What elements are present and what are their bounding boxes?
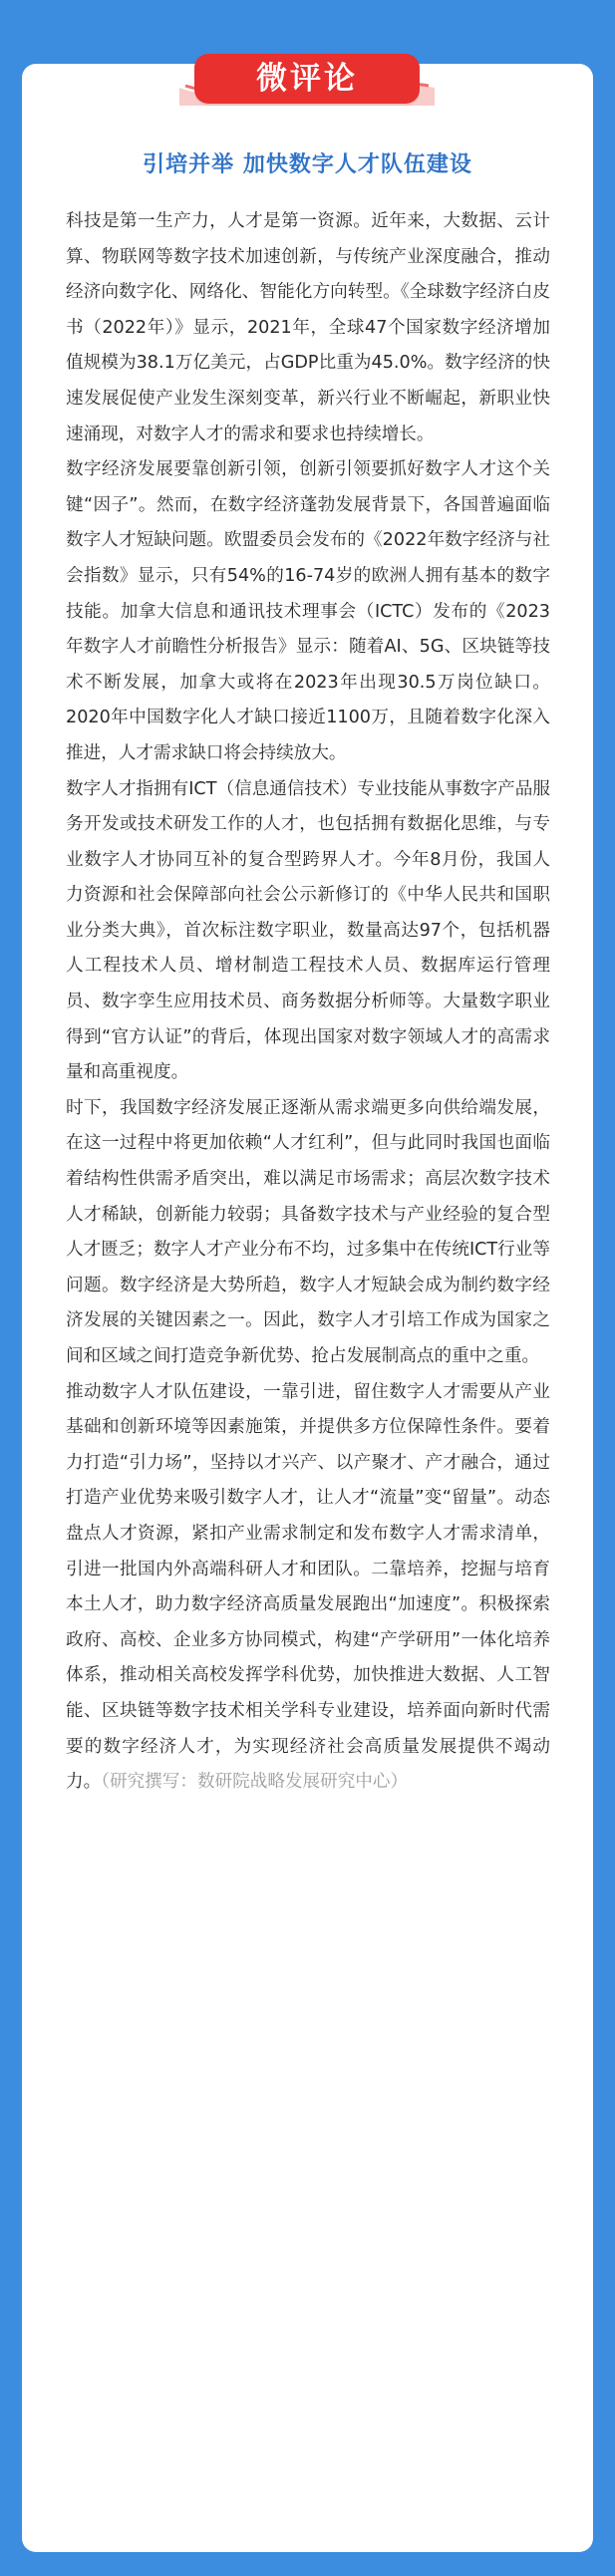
column-badge-label: 微评论: [256, 61, 358, 97]
article-paragraph-last: [66, 1375, 550, 1801]
article-body: [66, 204, 550, 1801]
article-title: 引培并举 加快数字人才队伍建设: [143, 152, 472, 177]
author-credit: （研究撰写：数研院战略发展研究中心）: [101, 1772, 409, 1793]
article-paragraph-text: 推动数字人才队伍建设，一靠引进，留住数字人才需要从产业基础和创新环境等因素施策，并提供多方位保障性条件。要着力打造“引力场”，坚持以才兴产、以产聚才、产才融合，通过打造产业优势来吸引数字人才，让人才“流量”变“留量”。动态盘点人才资源，紧扣产业需求制定和发布数字人才需求清单，引进一批国内外高端科研人才和团队。二靠培养，挖掘与培育本土人才，助力数字经济高质量发展跑出“加速度”。积极探索政府、高校、企业多方协同模式，构建“产学研用”一体化培养体系，推动相关高校发挥学科优势，加快推进大数据、人工智能、区块链等数字技术相关学科专业建设，培养面向新时代需要的数字经济人才，为实现经济社会高质量发展提供不竭动力。: [66, 1381, 550, 1793]
column-badge: [194, 54, 420, 104]
article-paragraph: 科技是第一生产力，人才是第一资源。近年来，大数据、云计算、物联网等数字技术加速创新，与传统产业深度融合，推动经济向数字化、网络化、智能化方向转型。《全球数字经济白皮书（2022年）》显示，2021年，全球47个国家数字经济增加值规模为38.1万亿美元，占GDP比重为45.0%。数字经济的快速发展促使产业发生深刻变革，新兴行业不断崛起，新职业快速涌现，对数字人才的需求和要求也持续增长。: [66, 211, 550, 444]
article-paragraph: 时下，我国数字经济发展正逐渐从需求端更多向供给端发展，在这一过程中将更加依赖“人才红利”，但与此同时我国也面临着结构性供需矛盾突出，难以满足市场需求；高层次数字技术人才稀缺，创新能力较弱；具备数字技术与产业经验的复合型人才匮乏；数字人才产业分布不均，过多集中在传统ICT行业等问题。数字经济是大势所趋，数字人才短缺会成为制约数字经济发展的关键因素之一。因此，数字人才引培工作成为国家之间和区域之间打造竞争新优势、抢占发展制高点的重中之重。: [66, 1097, 550, 1366]
article-paragraph: 数字经济发展要靠创新引领，创新引领要抓好数字人才这个关键“因子”。然而，在数字经济蓬勃发展背景下，各国普遍面临数字人才短缺问题。欧盟委员会发布的《2022年数字经济与社会指数》显示，只有54%的16-74岁的欧洲人拥有基本的数字技能。加拿大信息和通讯技术理事会（ICTC）发布的《2023年数字人才前瞻性分析报告》显示：随着AI、5G、区块链等技术不断发展，加拿大或将在2023年出现30.5万岗位缺口。2020年中国数字化人才缺口接近1100万，且随着数字化深入推进，人才需求缺口将会持续放大。: [66, 459, 550, 763]
article-paragraph: 数字人才指拥有ICT（信息通信技术）专业技能从事数字产品服务开发或技术研发工作的人才，也包括拥有数据化思维，与专业数字人才协同互补的复合型跨界人才。今年8月份，我国人力资源和社会保障部向社会公示新修订的《中华人民共和国职业分类大典》，首次标注数字职业，数量高达97个，包括机器人工程技术人员、增材制造工程技术人员、数据库运行管理员、数字孪生应用技术员、商务数据分析师等。大量数字职业得到“官方认证”的背后，体现出国家对数字领域人才的高需求量和高重视度。: [66, 778, 550, 1083]
